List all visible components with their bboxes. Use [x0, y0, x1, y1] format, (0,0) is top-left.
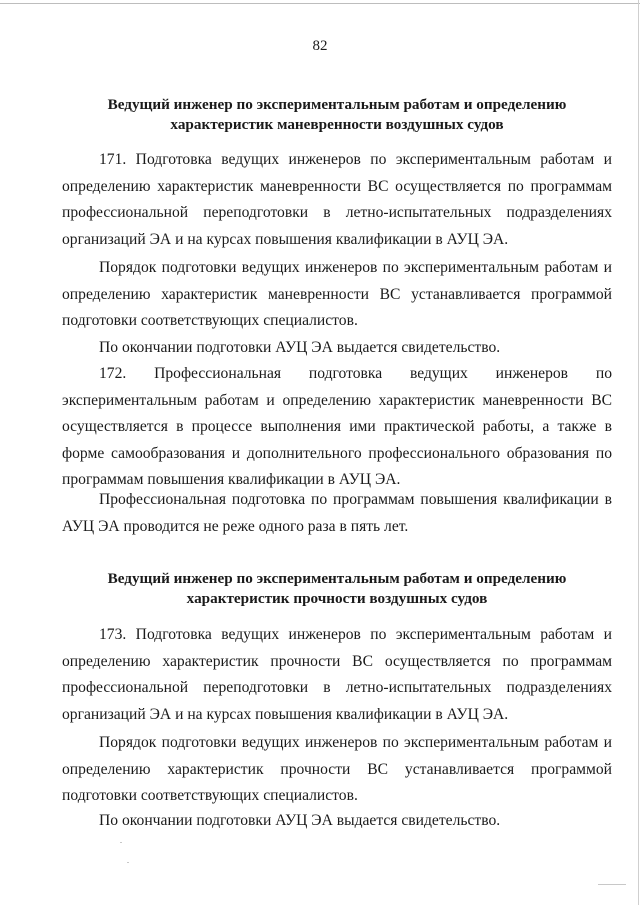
scan-right-edge	[638, 0, 639, 905]
paragraph-certificate-2: По окончании подготовки АУЦ ЭА выдается свидетельство.	[99, 812, 501, 829]
section-heading-maneuverability	[62, 95, 612, 135]
paragraph-173: 173. Подготовка ведущих инженеров по экспериментальным работам и определению характеристик прочности ВС осуществляется по программам профессиональной переподготовки в летно-испытательных подразделениях организаций ЭА и на курсах повышения квалификации в АУЦ ЭА.	[62, 626, 612, 723]
paragraph-training-order: Порядок подготовки ведущих инженеров по экспериментальным работам и определению характеристик маневренности ВС устанавливается программой подготовки соответствующих специалистов.	[62, 259, 612, 329]
paragraph-qualification-frequency: Профессиональная подготовка по программам повышения квалификации в АУЦ ЭА проводится не реже одного раза в пять лет.	[62, 491, 612, 535]
paragraph-training-order-2: Порядок подготовки ведущих инженеров по экспериментальным работам и определению характеристик прочности ВС устанавливается программой подготовки соответствующих специалистов.	[62, 734, 612, 804]
section-heading-line: Ведущий инженер по экспериментальным работам и определению	[107, 96, 567, 113]
scan-top-edge	[0, 3, 640, 4]
paragraph-171: 171. Подготовка ведущих инженеров по экспериментальным работам и определению характеристик маневренности ВС осуществляется по программам профессиональной переподготовки в летно-испытательных подразделениях организаций ЭА и на курсах повышения квалификации в АУЦ ЭА.	[62, 151, 612, 248]
section-heading-strength	[62, 569, 612, 609]
paragraph-certificate: По окончании подготовки АУЦ ЭА выдается свидетельство.	[99, 339, 501, 356]
section-heading-line: Ведущий инженер по экспериментальным работам и определению	[107, 570, 567, 587]
section-heading-line: характеристик маневренности воздушных судов	[170, 116, 504, 133]
section-heading-line: характеристик прочности воздушных судов	[186, 590, 488, 607]
scan-speck	[120, 842, 122, 843]
scan-speck	[598, 884, 626, 885]
page-number: 82	[312, 38, 328, 54]
paragraph-172: 172. Профессиональная подготовка ведущих инженеров по экспериментальным работам и определению характеристик маневренности ВС осуществляется в процессе выполнения ими практической работы, а также в форме самообразования и дополнительного профессионального образования по программам повышения квалификации в АУЦ ЭА.	[62, 365, 612, 488]
scan-speck	[127, 862, 129, 863]
